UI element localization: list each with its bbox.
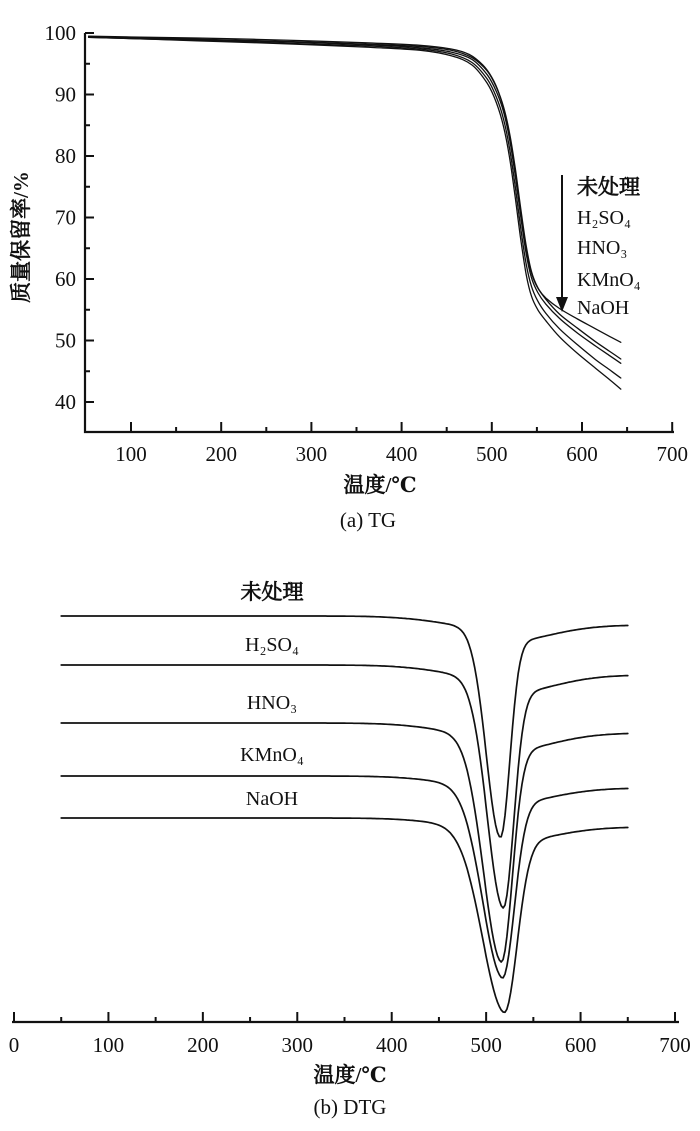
dtg-x-tick-label: 100: [92, 1033, 125, 1057]
dtg-x-tick-label: 300: [281, 1033, 314, 1057]
tg-x-tick-label: 200: [205, 442, 237, 466]
dtg-x-tick-label: 0: [8, 1033, 20, 1057]
tg-curves: [89, 36, 621, 389]
dtg-x-tick-label: 600: [564, 1033, 597, 1057]
tg-curve-NaOH: [89, 37, 621, 389]
tg-y-tick-label: 60: [55, 267, 76, 291]
tg-x-tick-label: 400: [385, 442, 418, 466]
dtg-label-untreated: 未处理: [240, 580, 304, 604]
tg-x-tick-label: 700: [656, 442, 688, 466]
dtg-curve-NaOH: [61, 818, 628, 1012]
dtg-axes: [9, 1012, 691, 1057]
dtg-x-tick-label: 700: [659, 1033, 691, 1057]
dtg-x-tick-label: 200: [187, 1033, 219, 1057]
tg-y-tick-label: 40: [55, 390, 76, 414]
dtg-curve-HNO₃: [61, 723, 628, 962]
tg-legend: [556, 175, 641, 319]
dtg-label-kmno4: KMnO₄: [240, 744, 304, 766]
tg-x-axis-label: 温度/℃: [343, 473, 417, 497]
tg-y-tick-label: 70: [55, 205, 76, 230]
dtg-curves: [61, 616, 628, 1012]
legend-item-untreated: 未处理: [577, 175, 640, 199]
legend-arrow-head-icon: [556, 297, 568, 312]
dtg-label-naoh: NaOH: [245, 788, 299, 810]
dtg-caption: (b) DTG: [313, 1095, 387, 1119]
dtg-curve-KMnO₄: [61, 776, 628, 978]
tg-x-tick-label: 600: [566, 442, 598, 466]
dtg-curve-未处理: [61, 616, 628, 837]
tg-curve-未处理: [89, 36, 621, 342]
dtg-curve-H₂SO₄: [61, 665, 628, 908]
tg-curve-KMnO₄: [89, 37, 621, 378]
dtg-x-tick-label: 400: [375, 1033, 408, 1057]
dtg-x-axis-label: 温度/℃: [313, 1063, 387, 1087]
tg-x-tick-label: 100: [115, 442, 147, 466]
dtg-label-h2so4: H₂SO₄: [245, 634, 299, 656]
tg-y-tick-label: 50: [55, 328, 76, 353]
dtg-label-hno3: HNO₃: [246, 692, 298, 714]
tg-curve-H₂SO₄: [89, 37, 621, 359]
tg-y-tick-label: 90: [55, 82, 76, 107]
dtg-x-tick-label: 500: [470, 1033, 502, 1057]
legend-item-hno3: HNO₃: [577, 237, 628, 259]
tg-y-axis-label: 质量保留率/%: [9, 171, 33, 303]
tg-caption: (a) TG: [339, 508, 397, 532]
tg-axis: [85, 33, 674, 432]
legend-item-naoh: NaOH: [577, 297, 630, 319]
tg-x-tick-label: 300: [295, 442, 328, 466]
legend-item-kmno4: KMnO₄: [577, 269, 641, 291]
tg-y-tick-label: 80: [55, 144, 76, 168]
tg-y-tick-label: 100: [44, 21, 76, 45]
legend-item-h2so4: H₂SO₄: [577, 207, 631, 229]
tg-x-tick-label: 500: [476, 442, 508, 466]
